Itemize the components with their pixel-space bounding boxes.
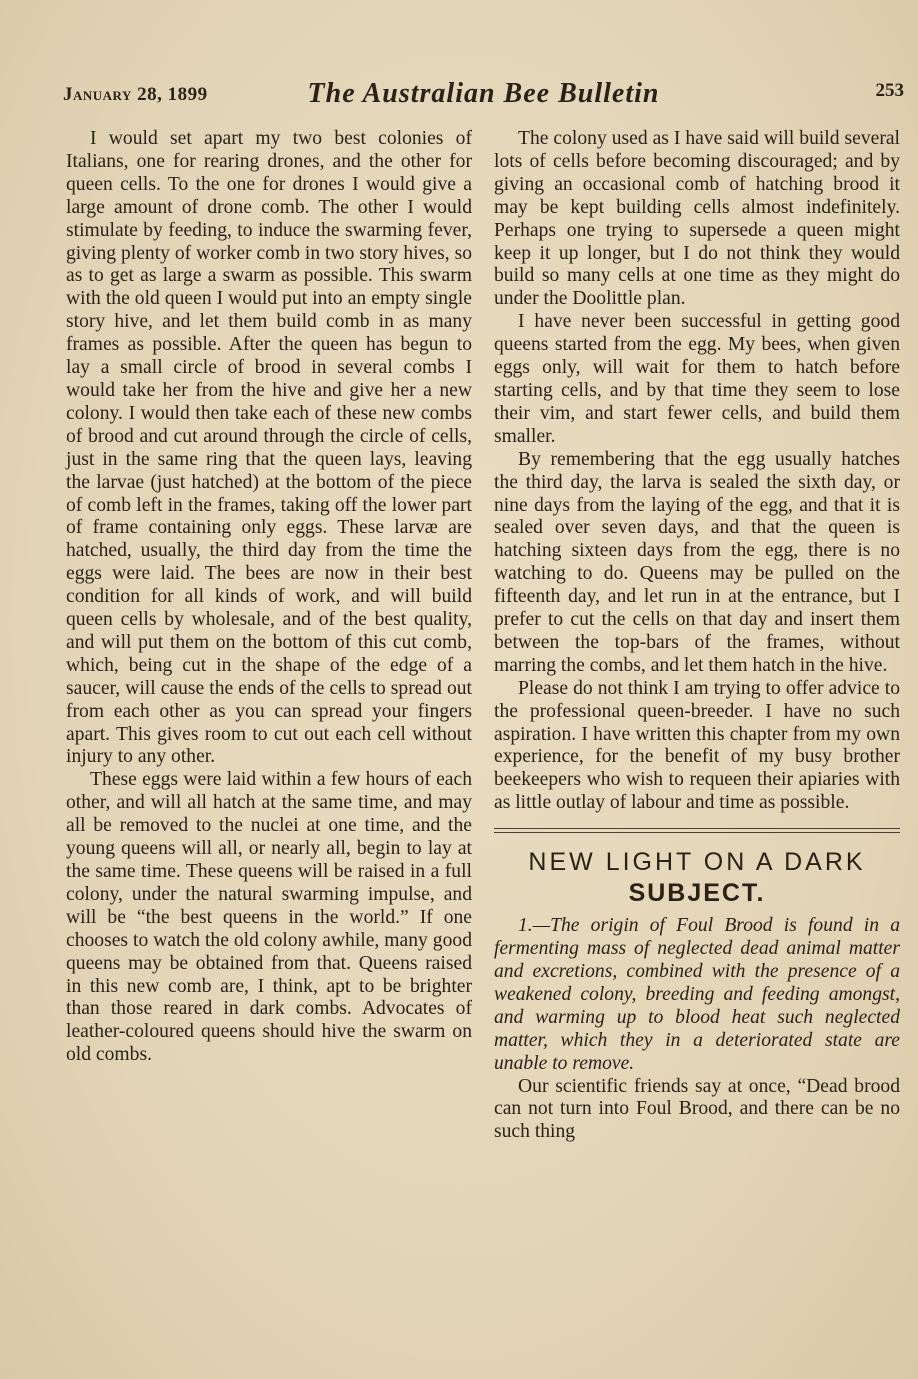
section-heading bbox=[494, 847, 900, 909]
paragraph: By remembering that the egg usually hatches the third day, the larva is sealed the sixth day, or nine days from the laying of the egg, and that it is sealed over seven days, and that the queen is hatching sixteen days from the egg, there is no watching to do. Queens may be pulled on the fifteenth day, and let run in at the entrance, but I prefer to cut the cells on that day and insert them between the top-bars of the frames, without marring the combs, and let them hatch in the hive. bbox=[494, 448, 900, 676]
issue-date: January 28, 1899 bbox=[63, 84, 208, 105]
section-divider bbox=[494, 828, 900, 833]
divider-rule bbox=[494, 828, 900, 829]
left-column bbox=[66, 128, 472, 1067]
paragraph: I have never been successful in getting good queens started from the egg. My bees, when given eggs only, will wait for them to hatch before starting cells, and by that time they seem to lose their vim, and start fewer cells, and build them smaller. bbox=[494, 311, 900, 447]
publication-title: The Australian Bee Bulletin bbox=[307, 78, 660, 109]
paragraph: Please do not think I am trying to offer advice to the professional queen-breeder. I have no such aspiration. I have written this chapter from my own experience, for the benefit of my busy brother beekeepers who wish to requeen their apiaries with as little outlay of labour and time as possible. bbox=[494, 677, 900, 814]
paragraph: Our scientific friends say at once, “Dead brood can not turn into Foul Brood, and there can be no such thing bbox=[494, 1075, 900, 1143]
page-number: 253 bbox=[875, 80, 904, 101]
paragraph: I would set apart my two best colonies of Italians, one for rearing drones, and the other for queen cells. To the one for drones I would give a large amount of drone comb. The other I would stimulate by feeding, to induce the swarming fever, giving plenty of worker comb in two story hives, so as to get as large a swarm as possible. This swarm with the old queen I would put into an empty single story hive, and let them build comb in as many frames as possible. After the queen has begun to lay a small circle of brood in several combs I would take her from the hive and give her a new colony. I would then take each of these new combs of brood and cut around through the circle of cells, just in the same ring that the queen lays, leaving the larvae (just hatched) at the bottom of the piece of comb left in the frames, taking off the lower part of frame containing only eggs. These larvæ are hatched, usually, the third day from the time the eggs were laid. The bees are now in their best condition for all kinds of work, and will build queen cells by wholesale, and of the best quality, and will put them on the bottom of this cut comb, which, being cut in the shape of the edge of a saucer, will cause the ends of the cells to spread out from each other as you can spread your fingers apart. This gives room to cut out each cell without injury to any other. bbox=[66, 128, 472, 768]
right-column bbox=[494, 128, 900, 1144]
paragraph: These eggs were laid within a few hours of each other, and will all hatch at the same time, and may all be removed to the nuclei at one time, and the young queens will all, or nearly all, begin to lay at the same time. These queens will be raised in a full colony, under the natural swarming impulse, and will be “the best queens in the world.” If one chooses to watch the old colony awhile, many good queens may be obtained from that. Queens raised in this new comb are, I think, apt to be brighter than those reared in dark combs. Advocates of leather-coloured queens should hive the swarm on old combs. bbox=[66, 769, 472, 1066]
section-heading-line: SUBJECT. bbox=[628, 879, 766, 908]
paragraph: The colony used as I have said will build several lots of cells before becoming discouraged; and by giving an occasional comb of hatching brood it may be kept building cells almost indefinitely. Perhaps one trying to supersede a queen might keep it up longer, but I do not think they would build so many cells at one time as they might do under the Doolittle plan. bbox=[494, 128, 900, 310]
section-heading-line: NEW LIGHT ON A DARK bbox=[528, 848, 866, 877]
divider-rule bbox=[494, 832, 900, 833]
paragraph: 1.—The origin of Foul Brood is found in a fermenting mass of neglected dead animal matter and excretions, combined with the presence of a weakened colony, breeding and feeding amongst, and warming up to blood heat such neglected matter, which they in a deteriorated state are unable to remove. bbox=[494, 915, 900, 1074]
page-header bbox=[63, 78, 904, 118]
